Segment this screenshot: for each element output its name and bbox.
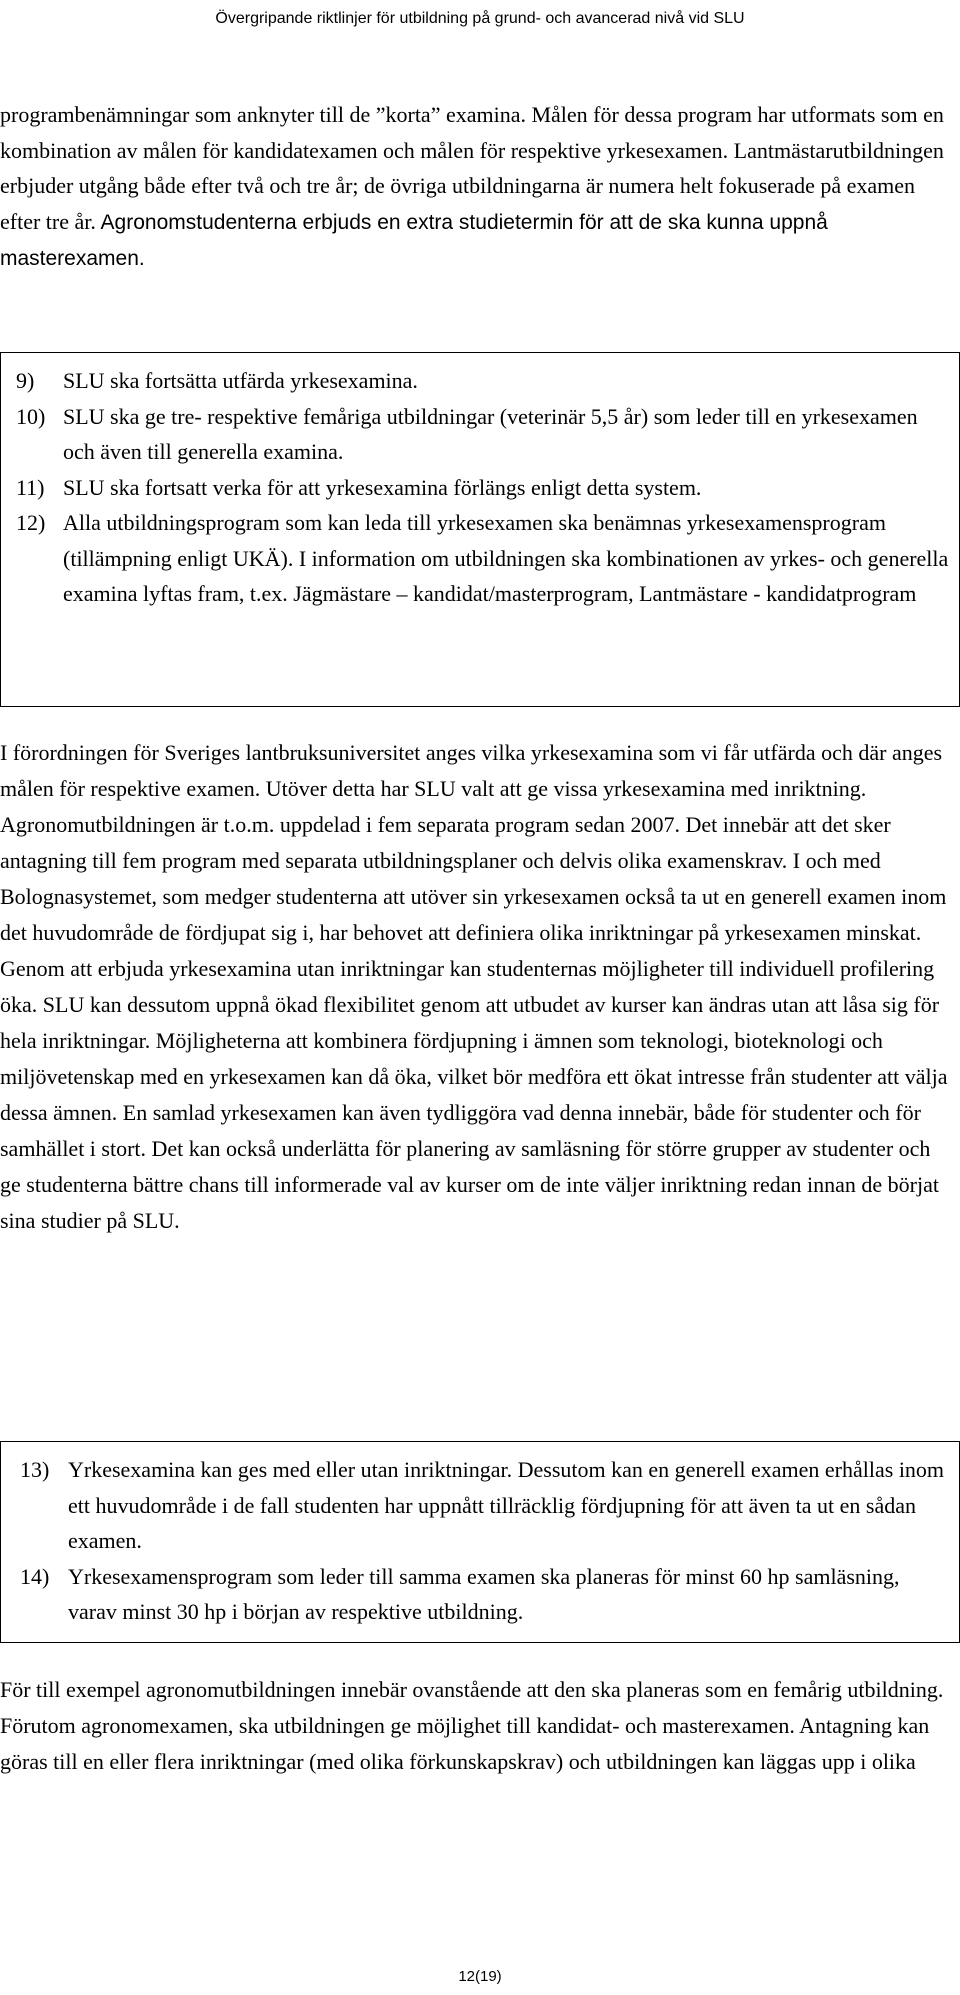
guideline-item: [1, 1559, 959, 1630]
guideline-item: [1, 399, 959, 470]
guideline-text: SLU ska fortsätta utfärda yrkesexamina.: [63, 368, 418, 393]
guideline-item: [1, 363, 959, 399]
guideline-item: [1, 470, 959, 506]
page-number: 12(19): [458, 1968, 502, 1985]
intro-text-sans: Agronomstudenterna erbjuds en extra studietermin för att de ska kunna uppnå masterexamen.: [0, 210, 828, 270]
guideline-number: 10): [16, 403, 46, 429]
intro-text: programbenämningar som anknyter till de ”korta” examina. Målen för dessa program har utformats som en kombination av målen för kandidatexamen och målen för respektive yrkesexamen. Lantmästarutbildningen erbjuder utgång både efter två och tre år; de övriga utbildningarna är numera helt fokuserade på examen efter tre år.: [0, 102, 944, 234]
guideline-item: [1, 505, 959, 612]
guideline-box-2: [0, 1441, 960, 1643]
guideline-number: 14): [20, 1563, 50, 1589]
main-paragraph: I förordningen för Sveriges lantbruksuniversitet anges vilka yrkesexamina som vi får utfärda och där anges målen för respektive examen. Utöver detta har SLU valt att ge vissa yrkesexamina med inriktning. Agronomutbildningen är t.o.m. uppdelad i fem separata program sedan 2007. Det innebär att det sker antagning till fem program med separata utbildningsplaner och delvis olika examenskrav. I och med Bolognasystemet, som medger studenterna att utöver sin yrkesexamen också ta ut en generell examen inom det huvudområde de fördjupat sig i, har behovet att definiera olika inriktningar på yrkesexamen minskat. Genom att erbjuda yrkesexamina utan inriktningar kan studenternas möjligheter till individuell profilering öka. SLU kan dessutom uppnå ökad flexibilitet genom att utbudet av kurser kan ändras utan att låsa sig för hela inriktningar. Möjligheterna att kombinera fördjupning i ämnen som teknologi, bioteknologi och miljövetenskap med en yrkesexamen kan då öka, vilket bör medföra ett ökat intresse från studenter att välja dessa ämnen. En samlad yrkesexamen kan även tydliggöra vad denna innebär, både för studenter och för samhället i stort. Det kan också underlätta för planering av samläsning för större grupper av studenter och ge studenterna bättre chans till informerade val av kurser om de inte väljer inriktning redan innan de börjat sina studier på SLU.: [0, 740, 948, 1233]
guideline-text: SLU ska ge tre- respektive femåriga utbildningar (veterinär 5,5 år) som leder till en yrkesexamen och även till generella examina.: [63, 403, 918, 464]
guideline-text: Alla utbildningsprogram som kan leda till yrkesexamen ska benämnas yrkesexamensprogram (tillämpning enligt UKÄ). I information om utbildningen ska kombinationen av yrkes- och generella examina lyftas fram, t.ex. Jägmästare – kandidat/masterprogram, Lantmästare - kandidatprogram: [63, 510, 949, 606]
intro-paragraph: [0, 97, 952, 277]
guideline-number: 9): [16, 368, 35, 393]
guideline-item: [1, 1452, 959, 1559]
guideline-box-1: [0, 352, 960, 707]
guideline-number: 13): [20, 1457, 50, 1482]
guideline-text: Yrkesexamina kan ges med eller utan inriktningar. Dessutom kan en generell examen erhållas inom ett huvudområde i de fall studenten har uppnått tillräcklig fördjupning för att även ta ut en sådan examen.: [68, 1457, 945, 1553]
page-header: Övergripande riktlinjer för utbildning på grund- och avancerad nivå vid SLU: [215, 10, 745, 27]
guideline-text: Yrkesexamensprogram som leder till samma examen ska planeras för minst 60 hp samläsning, varav minst 30 hp i början av respektive utbildning.: [68, 1563, 900, 1624]
guideline-number: 12): [16, 510, 46, 535]
guideline-number: 11): [16, 474, 45, 500]
final-paragraph: För till exempel agronomutbildningen innebär ovanstående att den ska planeras som en femårig utbildning. Förutom agronomexamen, ska utbildningen ge möjlighet till kandidat- och masterexamen. Antagning kan göras till en eller flera inriktningar (med olika förkunskapskrav) och utbildningen kan läggas upp i olika: [0, 1677, 944, 1774]
guideline-text: SLU ska fortsatt verka för att yrkesexamina förlängs enligt detta system.: [63, 474, 702, 500]
